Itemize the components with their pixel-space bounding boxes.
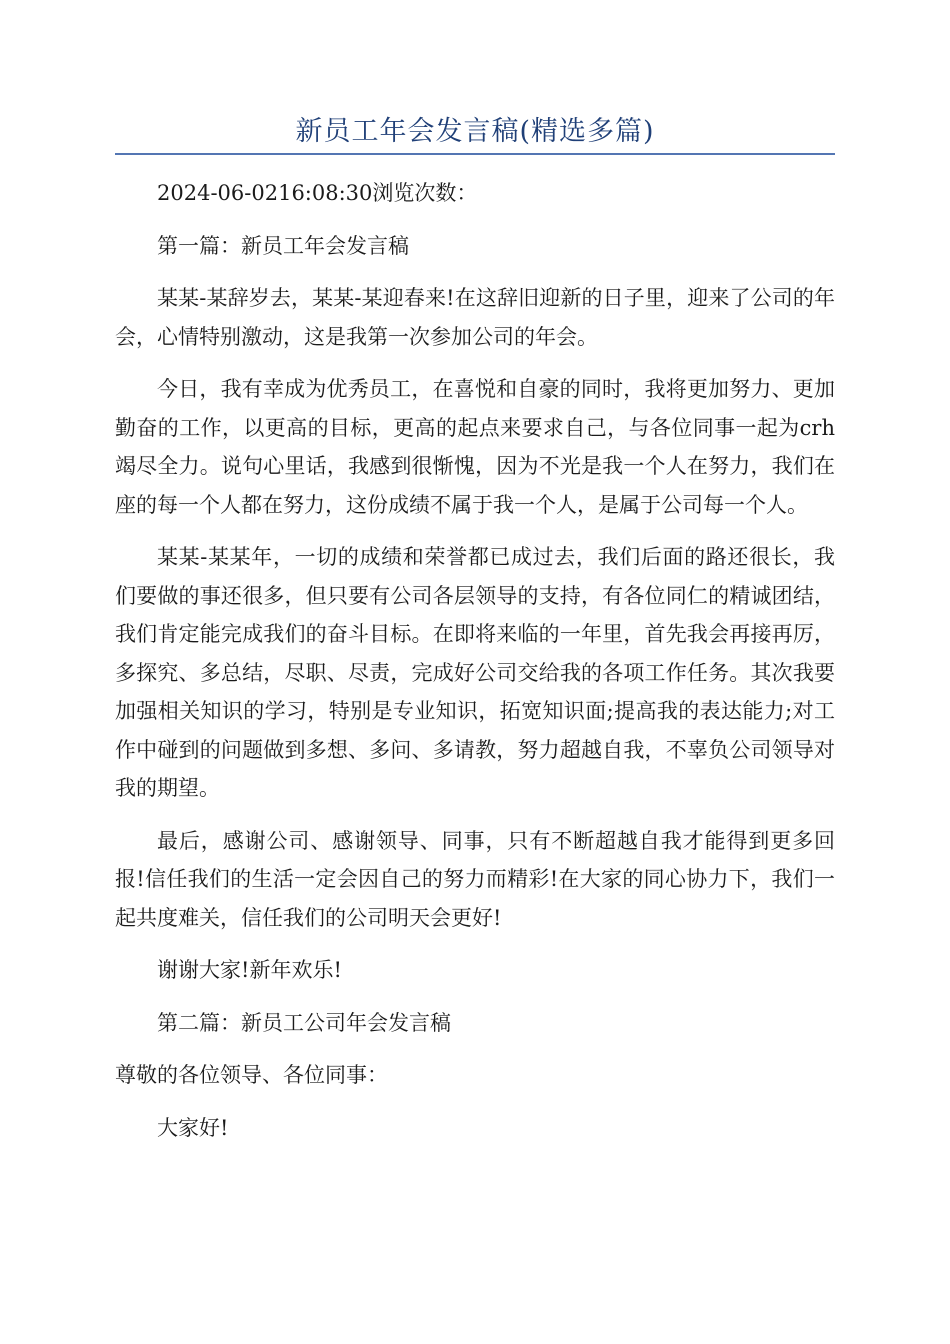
salutation: 尊敬的各位领导、各位同事： xyxy=(115,1063,388,1087)
section-heading-2: 第二篇：新员工公司年会发言稿 xyxy=(157,1010,451,1035)
paragraph: 某某-某辞岁去，某某-某迎春来!在这辞旧迎新的日子里，迎来了公司的年会，心情特别激动，这是我第一次参加公司的年会。 xyxy=(115,286,835,349)
title-underline xyxy=(115,153,835,155)
greeting: 大家好! xyxy=(157,1115,229,1140)
document-title: 新员工年会发言稿(精选多篇) xyxy=(295,116,655,147)
paragraph: 谢谢大家!新年欢乐! xyxy=(157,958,342,982)
paragraph: 今日，我有幸成为优秀员工，在喜悦和自豪的同时，我将更加努力、更加勤奋的工作，以更高的目标，更高的起点来要求自己，与各位同事一起为crh竭尽全力。说句心里话，我感到很惭愧，因为不光是我一个人在努力，我们在座的每一个人都在努力，这份成绩不属于我一个人，是属于公司每一个人。 xyxy=(115,377,835,517)
paragraph: 某某-某某年，一切的成绩和荣誉都已成过去，我们后面的路还很长，我们要做的事还很多，但只要有公司各层领导的支持，有各位同仁的精诚团结，我们肯定能完成我们的奋斗目标。在即将来临的一年里，首先我会再接再厉，多探究、多总结，尽职、尽责，完成好公司交给我的各项工作任务。其次我要加强相关知识的学习，特别是专业知识，拓宽知识面;提高我的表达能力;对工作中碰到的问题做到多想、多问、多请教，努力超越自我，不辜负公司领导对我的期望。 xyxy=(115,545,835,800)
meta-line: 2024-06-0216:08:30浏览次数： xyxy=(157,181,478,205)
document-body xyxy=(115,174,835,1161)
section-heading-1: 第一篇：新员工年会发言稿 xyxy=(157,233,409,258)
paragraph: 最后，感谢公司、感谢领导、同事，只有不断超越自我才能得到更多回报!信任我们的生活一定会因自己的努力而精彩!在大家的同心协力下，我们一起共度难关，信任我们的公司明天会更好! xyxy=(115,828,835,930)
